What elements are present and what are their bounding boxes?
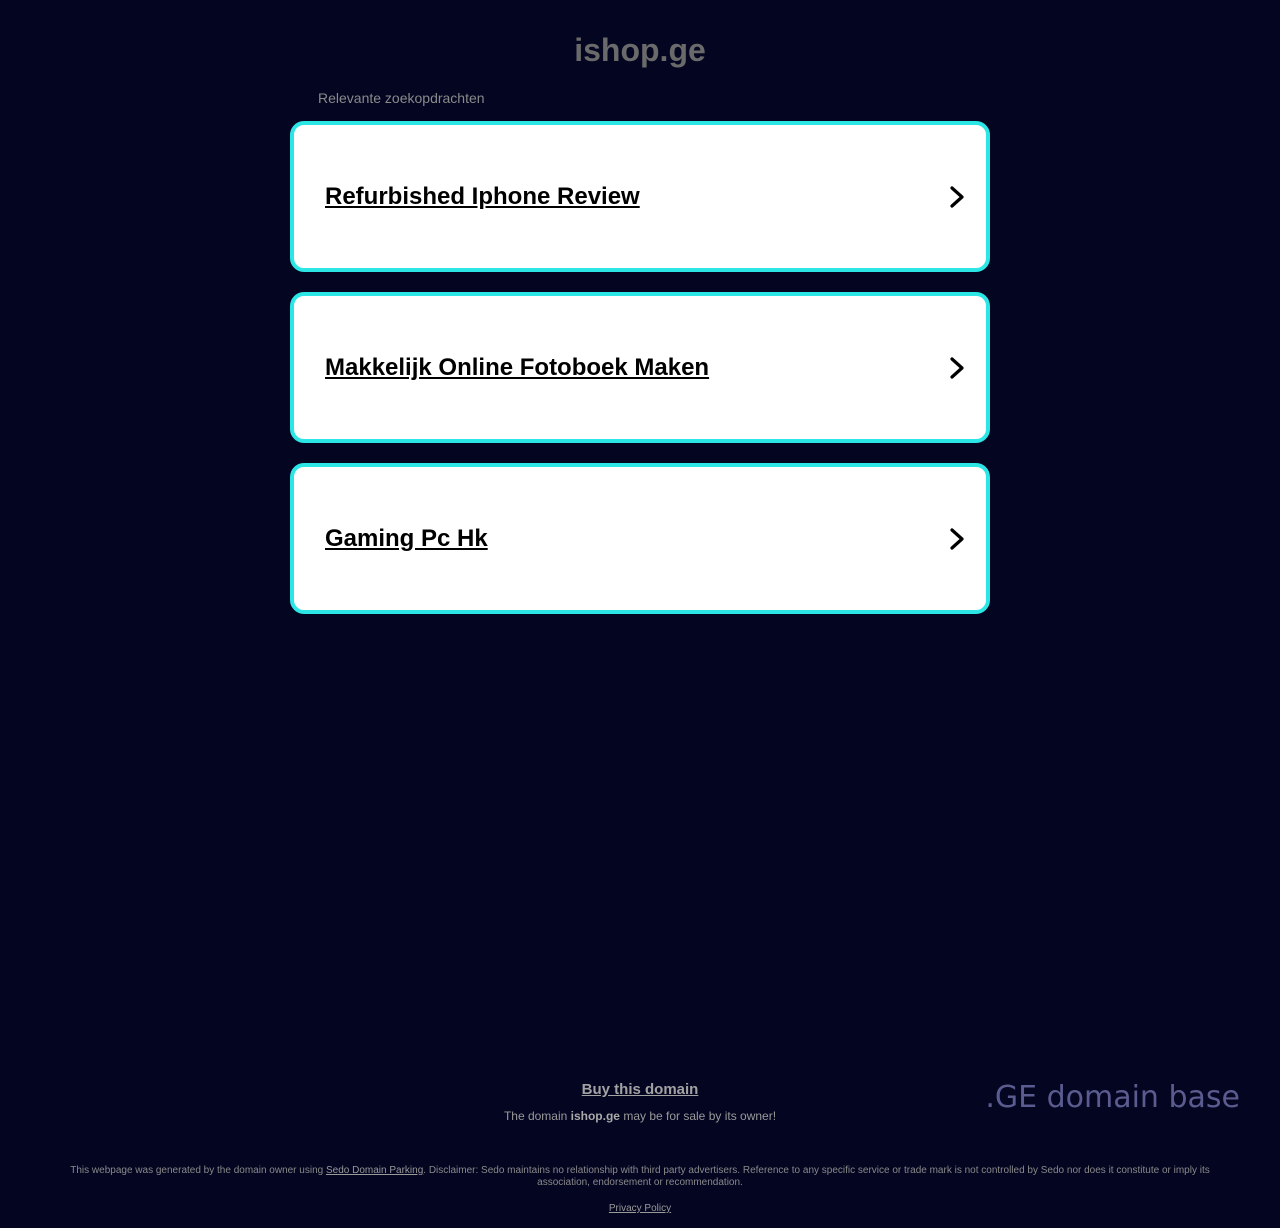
ge-domain-base-logo[interactable]: .GE domain base — [985, 1080, 1240, 1115]
sale-domain: ishop.ge — [570, 1109, 620, 1123]
buy-domain-link[interactable]: Buy this domain — [581, 1081, 699, 1098]
sedo-parking-link[interactable]: Sedo Domain Parking — [325, 1165, 424, 1176]
search-result-card[interactable] — [290, 463, 990, 614]
disclaimer — [60, 1165, 1220, 1189]
sale-text-after: may be for sale by its owner! — [619, 1109, 777, 1123]
domain-title: ishop.ge — [574, 32, 706, 68]
privacy-policy-link[interactable]: Privacy Policy — [608, 1203, 672, 1214]
chevron-right-icon — [948, 528, 968, 550]
search-result-link[interactable]: Gaming Pc Hk — [325, 524, 488, 552]
chevron-right-icon — [948, 357, 968, 379]
search-result-card[interactable] — [290, 121, 990, 272]
related-searches-label: Relevante zoekopdrachten — [318, 90, 485, 106]
privacy-section — [0, 1203, 1280, 1215]
disclaimer-before: This webpage was generated by the domain owner using — [70, 1165, 326, 1176]
search-result-link[interactable]: Refurbished Iphone Review — [325, 182, 640, 210]
disclaimer-after: . Disclaimer: Sedo maintains no relationship with third party advertisers. Reference to any specific service or trade mark is not controlled by Sedo nor does it constitute or imply its association, endorsement or recommendation. — [423, 1165, 1210, 1188]
chevron-right-icon — [948, 186, 968, 208]
sale-text-before: The domain — [503, 1109, 571, 1123]
search-result-link[interactable]: Makkelijk Online Fotoboek Maken — [325, 353, 710, 381]
search-result-card[interactable] — [290, 292, 990, 443]
